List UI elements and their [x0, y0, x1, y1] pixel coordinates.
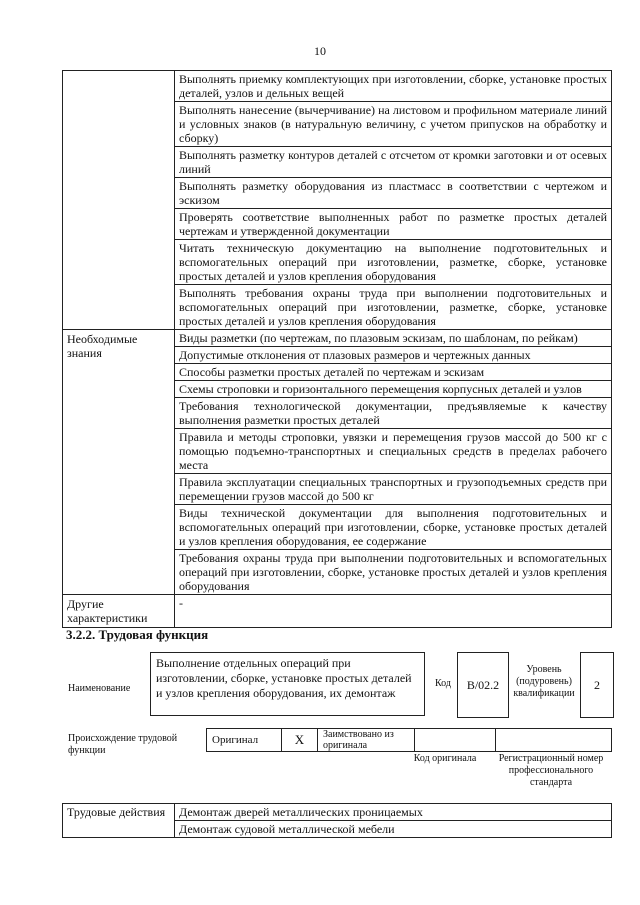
borrowed-label: Заимствовано из оригинала	[318, 729, 415, 752]
skill-row: Выполнять разметку контуров деталей с отсчетом от кромки заготовки и от осевых линий	[175, 147, 612, 178]
original-label: Оригинал	[207, 729, 282, 752]
name-label: Наименование	[68, 683, 131, 694]
knowledge-row: Правила эксплуатации специальных транспортных и грузоподъемных средств при перемещении грузов массой до 500 кг	[175, 474, 612, 505]
requirements-table	[62, 70, 612, 628]
actions-table	[62, 803, 612, 838]
knowledge-row: Виды разметки (по чертежам, по плазовым эскизам, по шаблонам, по рейкам)	[175, 330, 612, 347]
skill-row: Читать техническую документацию на выполнение подготовительных и вспомогательных операций при изготовлении, разметке, сборке, установке простых деталей и узлов крепления оборудования	[175, 240, 612, 285]
skill-row: Выполнять требования охраны труда при выполнении подготовительных и вспомогательных операций при изготовлении, разметке, сборке, установке простых деталей и узлов крепления оборудования	[175, 285, 612, 330]
knowledge-label: Необходимые знания	[63, 330, 175, 595]
skill-row: Проверять соответствие выполненных работ по разметке простых деталей чертежам и утвержденной документации	[175, 209, 612, 240]
original-mark: X	[282, 729, 318, 752]
level-label: Уровень (подуровень) квалификации	[513, 664, 575, 699]
reg-number-cell	[496, 729, 612, 752]
origin-table	[206, 728, 612, 752]
skills-label-cell	[63, 71, 175, 330]
section-title: 3.2.2. Трудовая функция	[66, 627, 209, 642]
reg-number-label: Регистрационный номер профессионального стандарта	[498, 753, 604, 788]
other-value: -	[175, 595, 612, 628]
knowledge-row: Допустимые отклонения от плазовых размеров и чертежных данных	[175, 347, 612, 364]
other-label: Другие характеристики	[63, 595, 175, 628]
code-original-label: Код оригинала	[413, 753, 477, 764]
page-number: 10	[314, 44, 326, 58]
skill-row: Выполнять нанесение (вычерчивание) на листовом и профильном материале линий и условных знаков (в натуральную величину, с учетом припусков на обработку и сборку)	[175, 102, 612, 147]
action-row: Демонтаж судовой металлической мебели	[175, 821, 612, 838]
knowledge-row: Способы разметки простых деталей по чертежам и эскизам	[175, 364, 612, 381]
knowledge-row: Требования охраны труда при выполнении подготовительных и вспомогательных операций при изготовлении, сборке, установке простых деталей и узлов крепления оборудования	[175, 550, 612, 595]
code-label: Код	[435, 678, 451, 689]
origin-label: Происхождение трудовой функции	[68, 733, 178, 756]
skill-row: Выполнять разметку оборудования из пластмасс в соответствии с чертежом и эскизом	[175, 178, 612, 209]
actions-label: Трудовые действия	[63, 804, 175, 838]
knowledge-row: Правила и методы строповки, увязки и перемещения грузов массой до 500 кг с помощью подъемно-транспортных и специальных средств в пределах рабочего места	[175, 429, 612, 474]
level-value: 2	[580, 652, 614, 718]
function-name: Выполнение отдельных операций при изготовлении, сборке, установке простых деталей и узлов крепления оборудования, их демонтаж	[150, 652, 425, 716]
skill-row: Выполнять приемку комплектующих при изготовлении, сборке, установке простых деталей, узлов и дельных вещей	[175, 71, 612, 102]
knowledge-row: Схемы строповки и горизонтального перемещения корпусных деталей и узлов	[175, 381, 612, 398]
code-value: B/02.2	[457, 652, 509, 718]
code-original-cell	[415, 729, 496, 752]
knowledge-row: Виды технической документации для выполнения подготовительных и вспомогательных операций при изготовлении, сборке, установке простых деталей и узлов крепления оборудования, ее содержание	[175, 505, 612, 550]
knowledge-row: Требования технологической документации, предъявляемые к качеству выполнения разметки простых деталей	[175, 398, 612, 429]
action-row: Демонтаж дверей металлических проницаемых	[175, 804, 612, 821]
